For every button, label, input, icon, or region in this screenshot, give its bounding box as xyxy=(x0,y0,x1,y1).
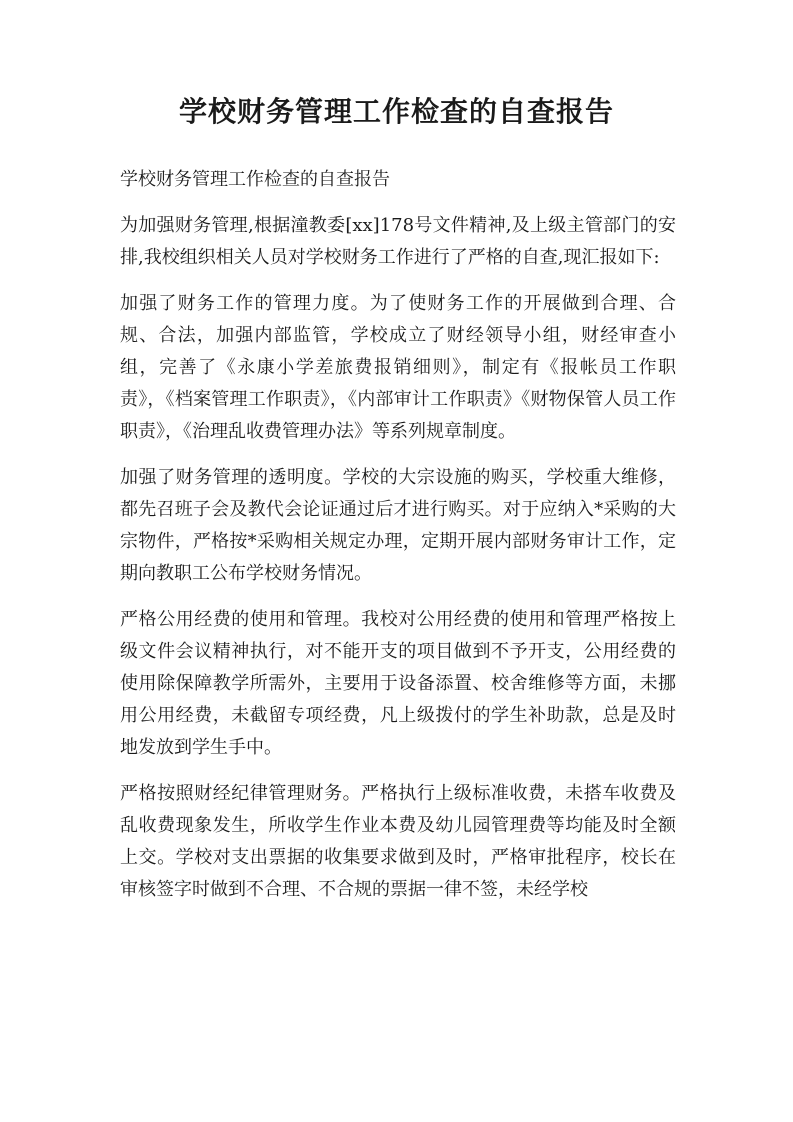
document-subtitle: 学校财务管理工作检查的自查报告 xyxy=(120,169,390,190)
paragraph-public-funds: 严格公用经费的使用和管理。我校对公用经费的使用和管理严格按上级文件会议精神执行，对不能开支的项目做到不予开支，公用经费的使用除保障教学所需外，主要用于设备添置、校舍维修等方面，未挪用公用经费，未截留专项经费，凡上级拨付的学生补助款，总是及时地发放到学生手中。 xyxy=(120,609,676,758)
paragraph-transparency: 加强了财务管理的透明度。学校的大宗设施的购买，学校重大维修，都先召班子会及教代会论证通过后才进行购买。对于应纳入*采购的大宗物件，严格按*采购相关规定办理，定期开展内部财务审计工作，定期向教职工公布学校财务情况。 xyxy=(120,467,676,584)
document-body xyxy=(120,210,676,920)
paragraph-management-strength: 加强了财务工作的管理力度。为了使财务工作的开展做到合理、合规、合法，加强内部监管，学校成立了财经领导小组，财经审查小组，完善了《永康小学差旅费报销细则》，制定有《报帐员工作职责》，《档案管理工作职责》，《内部审计工作职责》《财物保管人员工作职责》，《治理乱收费管理办法》等系列规章制度。 xyxy=(120,293,676,442)
document-title: 学校财务管理工作检查的自查报告 xyxy=(178,95,614,128)
paragraph-intro: 为加强财务管理,根据潼教委[xx]178号文件精神,及上级主管部门的安排,我校组织相关人员对学校财务工作进行了严格的自查,现汇报如下: xyxy=(120,215,676,268)
paragraph-financial-discipline: 严格按照财经纪律管理财务。严格执行上级标准收费，未搭车收费及乱收费现象发生，所收学生作业本费及幼儿园管理费等均能及时全额上交。学校对支出票据的收集要求做到及时，严格审批程序，校长在审核签字时做到不合理、不合规的票据一律不签，未经学校 xyxy=(120,783,676,900)
